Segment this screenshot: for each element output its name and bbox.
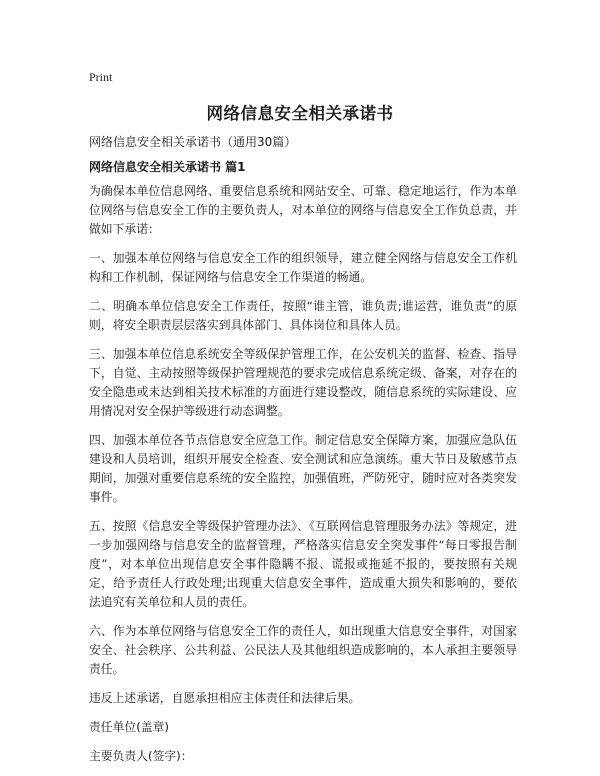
paragraph-item-2: 二、明确本单位信息安全工作责任，按照“谁主管，谁负责;谁运营，谁负责”的原则，将安全职责层层落实到具体部门、具体岗位和具体人员。 <box>89 299 517 332</box>
print-link[interactable]: Print <box>89 70 113 84</box>
document-title: 网络信息安全相关承诺书 <box>206 104 394 123</box>
document-subtitle: 网络信息安全相关承诺书（通用30篇） <box>89 135 297 149</box>
paragraph-item-4: 四、加强本单位各节点信息安全应急工作。制定信息安全保障方案，加强应急队伍建设和人员培训，组织开展安全检查、安全测试和应急演练。重大节日及敏感节点期间，加强对重要信息系统的安全监控，加强值班，严防死守，随时应对各类突发事件。 <box>89 433 517 504</box>
signature-unit: 责任单位(盖章) <box>89 720 169 734</box>
paragraph-item-1: 一、加强本单位网络与信息安全工作的组织领导，建立健全网络与信息安全工作机构和工作机制，保证网络与信息安全工作渠道的畅通。 <box>89 251 517 284</box>
paragraph-item-5: 五、按照《信息安全等级保护管理办法》、《互联网信息管理服务办法》等规定，进一步加强网络与信息安全的监督管理，严格落实信息安全突发事件“每日零报告制度”，对本单位出现信息安全事件隐瞒不报、谎报或拖延不报的，要按照有关规定，给予责任人行政处理;出现重大信息安全事件，造成重大损失和影响的，要依法追究有关单位和人员的责任。 <box>89 519 517 609</box>
paragraph-item-3: 三、加强本单位信息系统安全等级保护管理工作，在公安机关的监督、检查、指导下，自觉、主动按照等级保护管理规范的要求完成信息系统定级、备案，对存在的安全隐患或未达到相关技术标准的方面进行建设整改，随信息系统的实际建设、应用情况对安全保护等级进行动态调整。 <box>89 347 517 418</box>
section-heading: 网络信息安全相关承诺书 篇1 <box>89 160 246 174</box>
paragraph-item-6: 六、作为本单位网络与信息安全工作的责任人，如出现重大信息安全事件，对国家安全、社会秩序、公共利益、公民法人及其他组织造成影响的，本人承担主要领导责任。 <box>89 624 517 676</box>
paragraph-closing: 违反上述承诺，自愿承担相应主体责任和法律后果。 <box>89 691 361 705</box>
signature-person: 主要负责人(签字)： <box>89 749 193 763</box>
paragraph-intro: 为确保本单位信息网络、重要信息系统和网站安全、可靠、稳定地运行，作为本单位网络与信息安全工作的主要负责人，对本单位的网络与信息安全工作负总责，并做如下承诺： <box>89 184 517 236</box>
document-body <box>89 182 517 776</box>
